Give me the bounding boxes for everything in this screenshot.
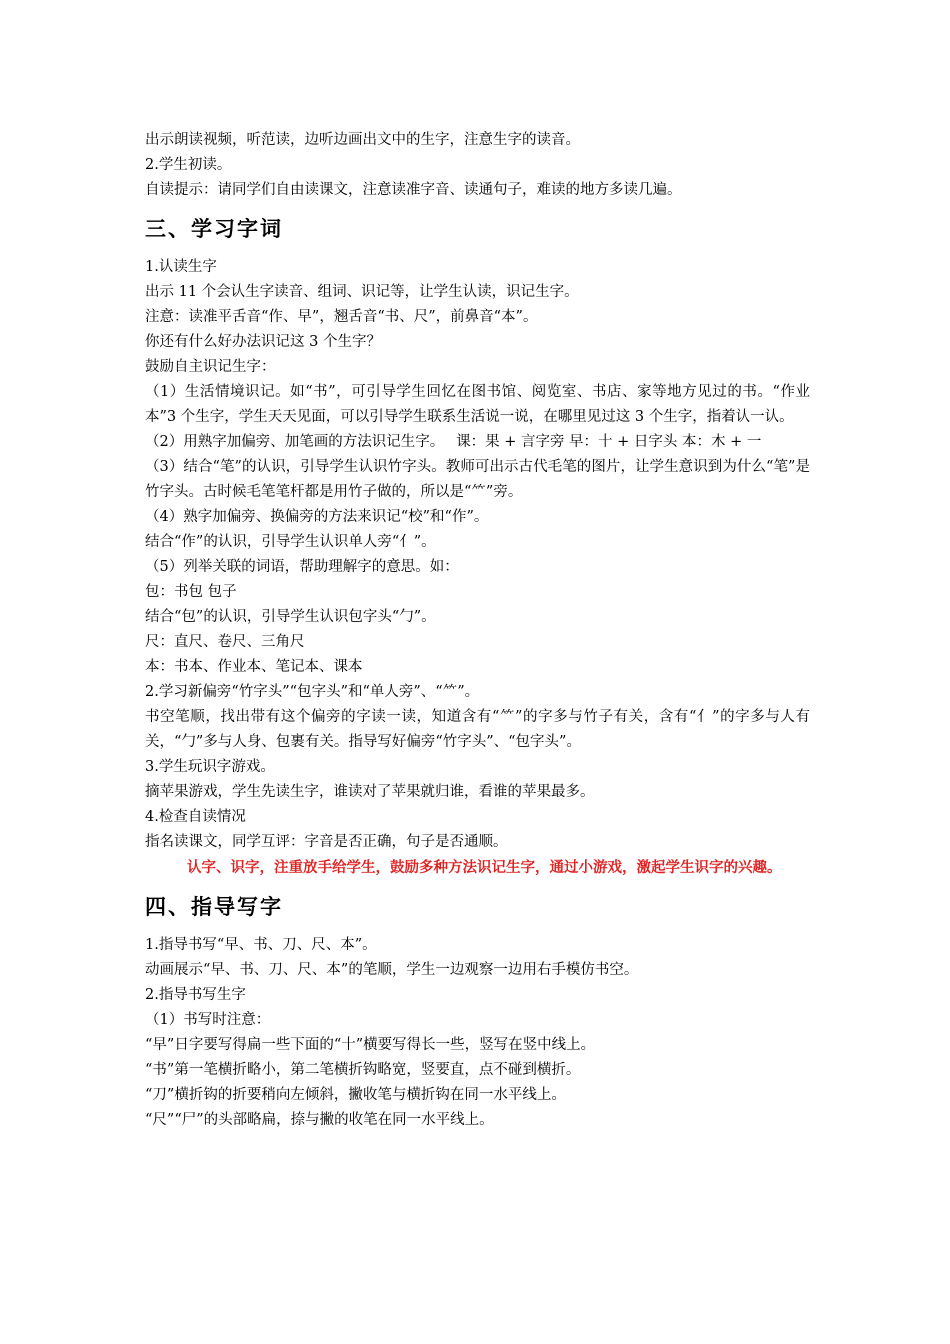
section-heading: 三、学习字词 bbox=[145, 217, 283, 241]
paragraph: 4.检查自读情况 bbox=[145, 809, 246, 825]
paragraph: 本：书本、作业本、笔记本、课本 bbox=[145, 659, 363, 675]
paragraph: “尺”“尸”的头部略扁，捺与撇的收笔在同一水平线上。 bbox=[145, 1112, 494, 1128]
paragraph: “书”第一笔横折略小，第二笔横折钩略宽，竖要直，点不碰到横折。 bbox=[145, 1062, 581, 1078]
teaching-note: 认字、识字，注重放手给学生，鼓励多种方法识记生字，通过小游戏，激起学生识字的兴趣。 bbox=[187, 859, 782, 876]
paragraph: （1）书写时注意： bbox=[145, 1012, 271, 1028]
paragraph: 包：书包 包子 bbox=[145, 584, 237, 600]
paragraph: 出示 11 个会认生字读音、组词、识记等，让学生认读，识记生字。 bbox=[145, 284, 579, 300]
paragraph: （2）用熟字加偏旁、加笔画的方法识记生字。 课：果 + 言字旁 早：十 + 日字头 本：木 + 一 bbox=[145, 434, 762, 450]
paragraph: 结合“作”的认识，引导学生认识单人旁“亻”。 bbox=[145, 534, 436, 550]
paragraph: 鼓励自主识记生字： bbox=[145, 359, 276, 375]
document-body bbox=[145, 128, 810, 1133]
paragraph: 摘苹果游戏，学生先读生字，谁读对了苹果就归谁，看谁的苹果最多。 bbox=[145, 784, 595, 800]
paragraph: （3）结合“笔”的认识，引导学生认识竹字头。教师可出示古代毛笔的图片，让学生意识到为什么“笔”是竹字头。古时候毛笔笔杆都是用竹子做的，所以是“⺮”旁。 bbox=[145, 459, 810, 500]
paragraph: 尺：直尺、卷尺、三角尺 bbox=[145, 634, 305, 650]
paragraph: 自读提示：请同学们自由读课文，注意读准字音、读通句子，难读的地方多读几遍。 bbox=[145, 182, 682, 198]
paragraph: 指名读课文，同学互评：字音是否正确，句子是否通顺。 bbox=[145, 834, 508, 850]
paragraph: （5）列举关联的词语，帮助理解字的意思。如： bbox=[145, 559, 459, 575]
section-heading: 四、指导写字 bbox=[145, 895, 283, 919]
paragraph: 你还有什么好办法识记这 3 个生字？ bbox=[145, 334, 381, 350]
paragraph: 2.学习新偏旁“竹字头”“包字头”和“单人旁”、“⺮”。 bbox=[145, 684, 480, 700]
paragraph: 出示朗读视频，听范读，边听边画出文中的生字，注意生字的读音。 bbox=[145, 132, 580, 148]
paragraph: （4）熟字加偏旁、换偏旁的方法来识记“校”和“作”。 bbox=[145, 509, 489, 525]
paragraph: “早”日字要写得扁一些下面的“十”横要写得长一些，竖写在竖中线上。 bbox=[145, 1037, 596, 1053]
paragraph: （1）生活情境识记。如“书”，可引导学生回忆在图书馆、阅览室、书店、家等地方见过的书。“作业本”3 个生字，学生天天见面，可以引导学生联系生活说一说，在哪里见过这 3 个生字，指着认一认。 bbox=[145, 384, 810, 425]
paragraph: 动画展示“早、书、刀、尺、本”的笔顺，学生一边观察一边用右手模仿书空。 bbox=[145, 962, 639, 978]
paragraph: 1.认读生字 bbox=[145, 259, 217, 275]
paragraph: 注意：读准平舌音“作、早”，翘舌音“书、尺”，前鼻音“本”。 bbox=[145, 309, 538, 325]
paragraph: 1.指导书写“早、书、刀、尺、本”。 bbox=[145, 937, 377, 953]
paragraph: 结合“包”的认识，引导学生认识包字头“勹”。 bbox=[145, 609, 436, 625]
paragraph: 2.学生初读。 bbox=[145, 157, 232, 173]
paragraph: 2.指导书写生字 bbox=[145, 987, 246, 1003]
paragraph: “刀”横折钩的折要稍向左倾斜，撇收笔与横折钩在同一水平线上。 bbox=[145, 1087, 566, 1103]
paragraph: 3.学生玩识字游戏。 bbox=[145, 759, 275, 775]
paragraph: 书空笔顺，找出带有这个偏旁的字读一读，知道含有“⺮”的字多与竹子有关，含有“亻”的字多与人有关，“勹”多与人身、包裹有关。指导写好偏旁“竹字头”、“包字头”。 bbox=[145, 709, 810, 750]
